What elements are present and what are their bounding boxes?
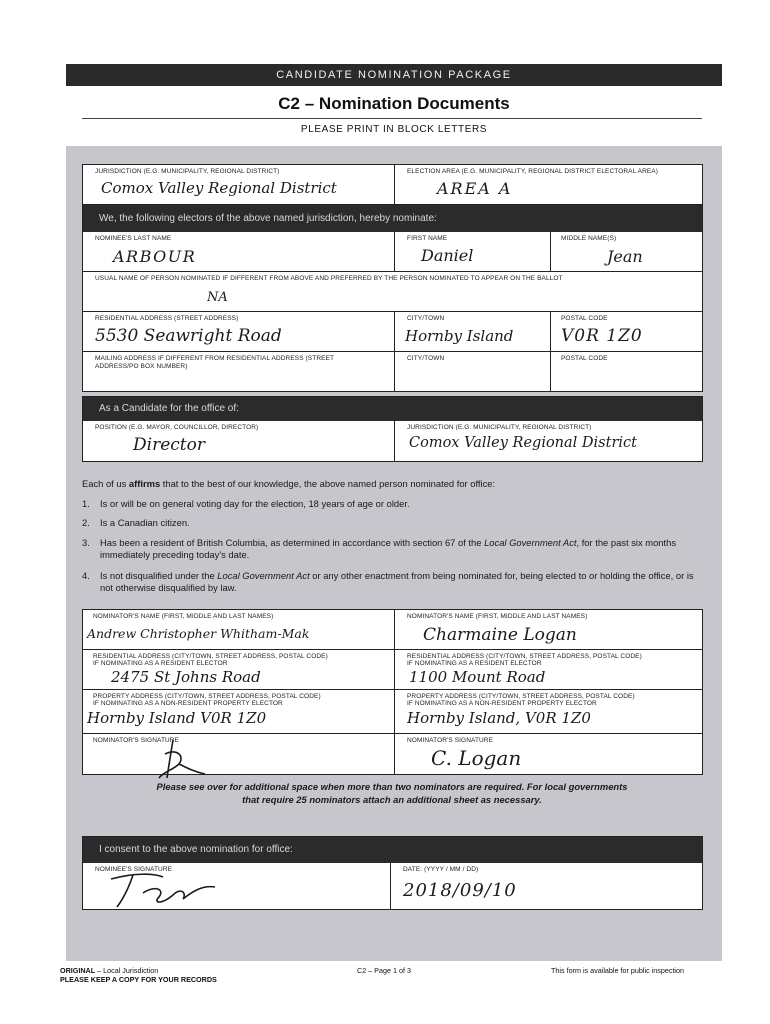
candidate-office-bar: As a Candidate for the office of:: [83, 397, 702, 421]
jurisdiction-value: Comox Valley Regional District: [101, 179, 337, 197]
middle-name-label: MIDDLE NAME(S): [561, 235, 617, 242]
affirmation-num-4: 4.: [82, 570, 90, 581]
footer-original: ORIGINAL: [60, 966, 96, 975]
postal-code-value: V0R 1Z0: [561, 326, 643, 346]
election-area-field[interactable]: [395, 165, 702, 205]
footer-public-inspection: This form is available for public inspection: [551, 966, 685, 975]
nominator-2-res-value: 1100 Mount Road: [409, 668, 546, 686]
nominee-section: [82, 164, 703, 392]
nominator-2-prop-field[interactable]: [395, 690, 702, 734]
nominator-note-line-1: Please see over for additional space when more than two nominators are required. For local governments: [156, 781, 628, 792]
consent-bar: I consent to the above nomination for office:: [83, 837, 702, 863]
last-name-label: NOMINEE'S LAST NAME: [95, 235, 172, 242]
postal-code-label: POSTAL CODE: [561, 315, 608, 322]
affirmation-item-4-pre: Is not disqualified under the: [100, 570, 218, 581]
nominator-2-prop-label: PROPERTY ADDRESS (CITY/TOWN, STREET ADDRESS, POSTAL CODE): [407, 693, 635, 700]
mailing-city-label: CITY/TOWN: [407, 355, 445, 362]
package-banner: CANDIDATE NOMINATION PACKAGE: [66, 64, 722, 86]
residential-address-field[interactable]: [83, 312, 395, 352]
affirmation-item-3: [100, 537, 698, 560]
affirmation-num-3: 3.: [82, 537, 90, 548]
nominator-1-res-sublabel: IF NOMINATING AS A RESIDENT ELECTOR: [93, 660, 228, 667]
jurisdiction-field[interactable]: [83, 165, 395, 205]
position-label: POSITION (E.G. MAYOR, COUNCILLOR, DIRECTOR): [95, 424, 259, 431]
nominator-1-res-field[interactable]: [83, 650, 395, 690]
nominator-1-name-value: Andrew Christopher Whitham-Mak: [87, 626, 310, 641]
office-jurisdiction-label: JURISDICTION (E.G. MUNICIPALITY, REGIONAL DISTRICT): [407, 424, 592, 431]
affirmation-intro: [82, 478, 702, 490]
nominator-1-name-field[interactable]: [83, 610, 395, 650]
first-name-value: Daniel: [421, 246, 474, 265]
nominator-1-signature-label: NOMINATOR'S SIGNATURE: [93, 737, 180, 744]
affirmation-intro-bold: affirms: [128, 478, 161, 489]
office-jurisdiction-value: Comox Valley Regional District: [409, 435, 637, 451]
last-name-field[interactable]: [83, 232, 395, 272]
position-field[interactable]: [83, 421, 395, 461]
form-title: C2 – Nomination Documents: [278, 94, 510, 113]
consent-date-label: DATE: (YYYY / MM / DD): [403, 866, 479, 873]
affirmation-num-2: 2.: [82, 517, 90, 528]
office-section: [82, 396, 703, 462]
affirmation-item-3-italic: Local Government Act: [484, 537, 577, 548]
nominator-2-signature-field[interactable]: [395, 734, 702, 774]
nominator-1-name-label: NOMINATOR'S NAME (FIRST, MIDDLE AND LAST NAMES): [93, 613, 274, 620]
nominator-2-res-sublabel: IF NOMINATING AS A RESIDENT ELECTOR: [407, 660, 542, 667]
middle-name-field[interactable]: [551, 232, 702, 272]
nominator-note-line-2: that require 25 nominators attach an additional sheet as necessary.: [242, 794, 542, 805]
city-field[interactable]: [395, 312, 551, 352]
residential-address-label: RESIDENTIAL ADDRESS (STREET ADDRESS): [95, 315, 239, 322]
footer-keep-copy: PLEASE KEEP A COPY FOR YOUR RECORDS: [60, 975, 217, 984]
nominee-signature-field[interactable]: [83, 863, 391, 909]
nominee-signature: [103, 865, 243, 909]
first-name-field[interactable]: [395, 232, 551, 272]
mailing-postal-field[interactable]: [551, 352, 702, 391]
nominator-2-signature-value: C. Logan: [431, 746, 522, 770]
affirmation-item-1: Is or will be on general voting day for the election, 18 years of age or older.: [100, 498, 410, 509]
mailing-address-label: MAILING ADDRESS IF DIFFERENT FROM RESIDENTIAL ADDRESS (STREET ADDRESS/PO BOX NUMBER): [95, 355, 334, 370]
city-value: Hornby Island: [405, 327, 514, 345]
affirmation-num-1: 1.: [82, 498, 90, 509]
postal-code-field[interactable]: [551, 312, 702, 352]
nominator-1-prop-field[interactable]: [83, 690, 395, 734]
affirmation-item-2: Is a Canadian citizen.: [100, 517, 190, 528]
nominator-2-res-field[interactable]: [395, 650, 702, 690]
affirmation-intro-pre: Each of us: [82, 478, 129, 489]
nominators-section: [82, 609, 703, 775]
footer-page-number: C2 – Page 1 of 3: [357, 966, 411, 975]
nominator-1-res-label: RESIDENTIAL ADDRESS (CITY/TOWN, STREET ADDRESS, POSTAL CODE): [93, 653, 328, 660]
middle-name-value: Jean: [607, 247, 643, 266]
nominator-2-name-value: Charmaine Logan: [423, 625, 577, 645]
nominator-2-signature-label: NOMINATOR'S SIGNATURE: [407, 737, 494, 744]
footer-local-jurisdiction: – Local Jurisdiction: [95, 966, 159, 975]
nominator-2-name-label: NOMINATOR'S NAME (FIRST, MIDDLE AND LAST NAMES): [407, 613, 588, 620]
nominator-1-res-value: 2475 St Johns Road: [111, 668, 261, 686]
nominee-signature-label: NOMINEE'S SIGNATURE: [95, 866, 173, 873]
nominator-1-signature-field[interactable]: [83, 734, 395, 774]
usual-name-value: NA: [207, 290, 228, 305]
affirmation-item-4-italic: Local Government Act: [217, 570, 310, 581]
affirmation-item-3-pre: Has been a resident of British Columbia, as determined in accordance with section 67 of the: [100, 537, 485, 548]
usual-name-label: USUAL NAME OF PERSON NOMINATED IF DIFFERENT FROM ABOVE AND PREFERRED BY THE PERSON NOMINATED TO APPEAR ON THE BALLOT: [95, 275, 563, 282]
affirmation-item-4: [100, 570, 698, 593]
mailing-address-field[interactable]: [83, 352, 395, 391]
mailing-city-field[interactable]: [395, 352, 551, 391]
nominator-1-prop-label: PROPERTY ADDRESS (CITY/TOWN, STREET ADDRESS, POSTAL CODE): [93, 693, 321, 700]
usual-name-field[interactable]: [83, 272, 702, 312]
consent-date-field[interactable]: [391, 863, 702, 909]
nominator-2-name-field[interactable]: [395, 610, 702, 650]
nominator-2-prop-sublabel: IF NOMINATING AS A NON-RESIDENT PROPERTY ELECTOR: [407, 700, 597, 707]
footer-left: [60, 966, 217, 984]
jurisdiction-label: JURISDICTION (E.G. MUNICIPALITY, REGIONAL DISTRICT): [95, 168, 280, 175]
city-label: CITY/TOWN: [407, 315, 445, 322]
residential-address-value: 5530 Seawright Road: [95, 326, 282, 346]
mailing-postal-label: POSTAL CODE: [561, 355, 608, 362]
first-name-label: FIRST NAME: [407, 235, 448, 242]
affirmation-item-4-post: or any other enactment from being nominated for, being elected to or holding the office, or is not otherwise disqualified by law.: [100, 570, 694, 593]
title-rule: [82, 118, 702, 119]
form-subtitle: PLEASE PRINT IN BLOCK LETTERS: [300, 124, 488, 135]
nominator-1-prop-sublabel: IF NOMINATING AS A NON-RESIDENT PROPERTY ELECTOR: [93, 700, 283, 707]
election-area-label: ELECTION AREA (E.G. MUNICIPALITY, REGIONAL DISTRICT ELECTORAL AREA): [407, 168, 658, 175]
consent-section: [82, 836, 703, 910]
affirmation-item-3-post: , for the past six months immediately preceding today's date.: [100, 537, 677, 560]
nominator-1-signature: [143, 734, 223, 782]
affirmation-intro-post: that to the best of our knowledge, the above named person nominated for office:: [160, 478, 496, 489]
last-name-value: ARBOUR: [113, 247, 197, 266]
nominate-bar: We, the following electors of the above named jurisdiction, hereby nominate:: [83, 205, 702, 232]
nominator-2-res-label: RESIDENTIAL ADDRESS (CITY/TOWN, STREET ADDRESS, POSTAL CODE): [407, 653, 642, 660]
consent-date-value: 2018/09/10: [403, 880, 517, 901]
election-area-value: AREA A: [437, 179, 513, 198]
nominator-1-prop-value: Hornby Island V0R 1Z0: [87, 709, 267, 727]
nominator-2-prop-value: Hornby Island, V0R 1Z0: [407, 709, 591, 727]
office-jurisdiction-field[interactable]: [395, 421, 702, 461]
position-value: Director: [133, 435, 205, 455]
